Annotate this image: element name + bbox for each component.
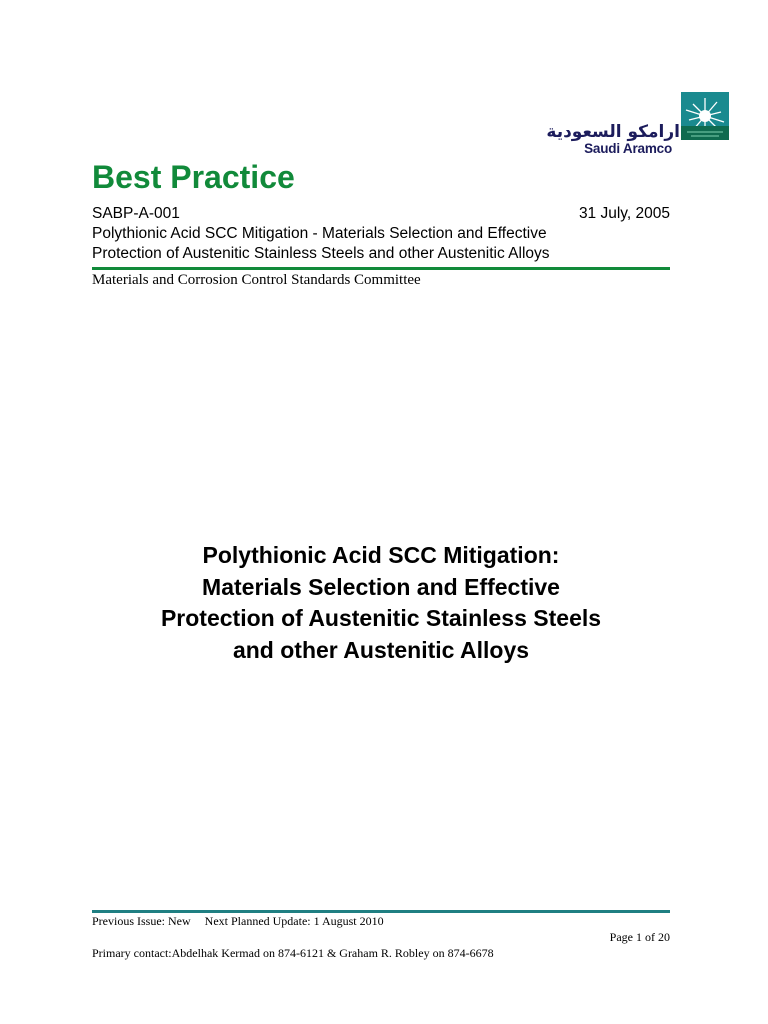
main-title-line: and other Austenitic Alloys [232, 636, 530, 663]
footer-divider [92, 910, 670, 913]
footer-issue-info [92, 914, 384, 929]
logo-english-text: Saudi Aramco [584, 141, 672, 156]
main-title [92, 540, 670, 666]
document-type-title: Best Practice [92, 159, 295, 195]
logo-arabic-text: ارامكو السعودية [546, 122, 680, 142]
committee-name: Materials and Corrosion Control Standards Committee [92, 272, 421, 288]
document-subtitle-line-1: Polythionic Acid SCC Mitigation - Materials Selection and Effective [92, 225, 547, 242]
company-logo [546, 92, 730, 164]
aramco-star-icon [681, 92, 729, 140]
main-title-line: Polythionic Acid SCC Mitigation: [202, 542, 560, 568]
page-number: Page 1 of 20 [609, 930, 670, 944]
primary-contact: Primary contact:Abdelhak Kermad on 874-6121 & Graham R. Robley on 874-6678 [92, 946, 494, 960]
document-date: 31 July, 2005 [578, 205, 670, 222]
main-title-line: Protection of Austenitic Stainless Steels [160, 605, 602, 631]
previous-issue: Previous Issue: New [92, 914, 191, 928]
main-title-line: Materials Selection and Effective [202, 573, 560, 600]
document-meta [92, 204, 670, 264]
next-planned-update: Next Planned Update: 1 August 2010 [204, 914, 384, 928]
document-number: SABP-A-001 [92, 205, 180, 222]
meta-row [92, 204, 670, 224]
document-subtitle-line-2: Protection of Austenitic Stainless Steels and other Austenitic Alloys [92, 245, 550, 262]
header-divider [92, 267, 670, 270]
